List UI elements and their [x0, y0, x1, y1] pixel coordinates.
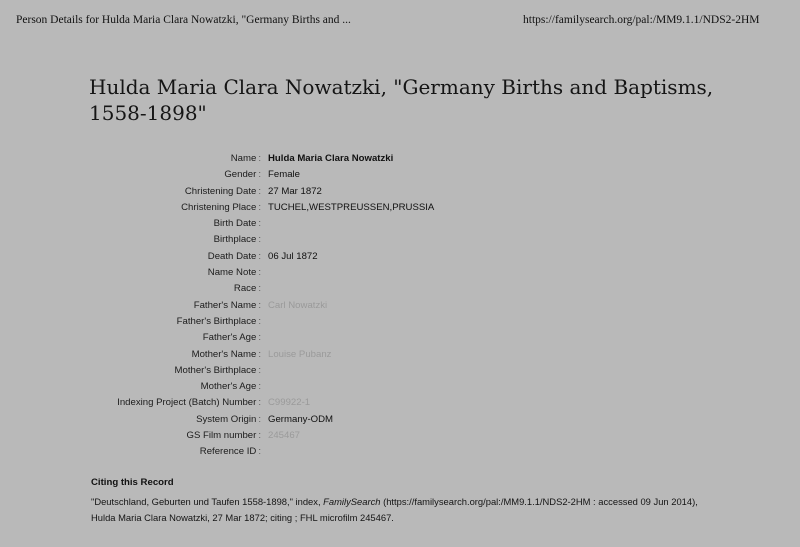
field-row [0, 184, 800, 200]
field-label: Indexing Project (Batch) Number : [117, 395, 261, 411]
field-label: Christening Date : [185, 184, 261, 200]
field-label: Name : [231, 151, 261, 167]
field-row [0, 314, 800, 330]
field-row [0, 216, 800, 232]
citation-part1: "Deutschland, Geburten und Taufen 1558-1898," index, [91, 496, 324, 507]
field-label: Mother's Birthplace : [175, 363, 262, 379]
field-value: Germany-ODM [268, 413, 334, 425]
field-value: Female [268, 169, 300, 181]
field-label: Father's Name : [194, 298, 261, 314]
field-row [0, 444, 800, 460]
field-value: 245467 [268, 430, 301, 442]
field-value: 06 Jul 1872 [268, 250, 318, 262]
print-header [0, 14, 800, 34]
field-row [0, 167, 800, 183]
field-value: 27 Mar 1872 [268, 185, 322, 197]
field-row [0, 151, 800, 167]
citation-heading: Citing this Record [91, 477, 174, 488]
field-value: C99922-1 [268, 397, 311, 409]
field-label: Birth Date : [214, 216, 261, 232]
field-row [0, 395, 800, 411]
field-label: Father's Age : [203, 330, 261, 346]
field-row [0, 379, 800, 395]
field-row [0, 232, 800, 248]
field-value: Carl Nowatzki [268, 299, 328, 311]
page-title: Hulda Maria Clara Nowatzki, "Germany Births and Baptisms, 1558-1898" [89, 75, 714, 125]
field-value: Louise Pubanz [268, 348, 332, 360]
field-label: Mother's Name : [192, 347, 261, 363]
field-row [0, 330, 800, 346]
field-label: Race : [234, 281, 261, 297]
field-label: Gender : [224, 167, 261, 183]
field-value: TUCHEL,WESTPREUSSEN,PRUSSIA [268, 201, 435, 213]
field-row [0, 281, 800, 297]
field-row [0, 265, 800, 281]
field-label: System Origin : [196, 412, 261, 428]
field-label: Father's Birthplace : [177, 314, 261, 330]
print-page-url: https://familysearch.org/pal:/MM9.1.1/NDS2-2HM [523, 14, 760, 26]
field-row [0, 200, 800, 216]
field-row [0, 363, 800, 379]
field-row [0, 412, 800, 428]
field-value: Hulda Maria Clara Nowatzki [268, 153, 394, 164]
citation-source: FamilySearch [323, 496, 381, 507]
field-row [0, 249, 800, 265]
field-label: Name Note : [208, 265, 261, 281]
field-row [0, 347, 800, 363]
field-label: Christening Place : [181, 200, 261, 216]
field-label: Death Date : [208, 249, 261, 265]
field-row [0, 298, 800, 314]
citation-text [91, 494, 711, 526]
field-label: GS Film number : [186, 428, 261, 444]
field-label: Birthplace : [214, 232, 261, 248]
field-row [0, 428, 800, 444]
print-page-title: Person Details for Hulda Maria Clara Nowatzki, "Germany Births and ... [16, 14, 351, 26]
field-label: Reference ID : [200, 444, 261, 460]
citation-part2: (https://familysearch.org/pal:/MM9.1.1/NDS2-2HM : accessed 09 Jun 2014), Hulda Maria Clara Nowatzki, 27 Mar 1872; citing ; FHL microfilm 245467. [91, 496, 698, 523]
field-label: Mother's Age : [201, 379, 261, 395]
record-fields [0, 151, 800, 461]
